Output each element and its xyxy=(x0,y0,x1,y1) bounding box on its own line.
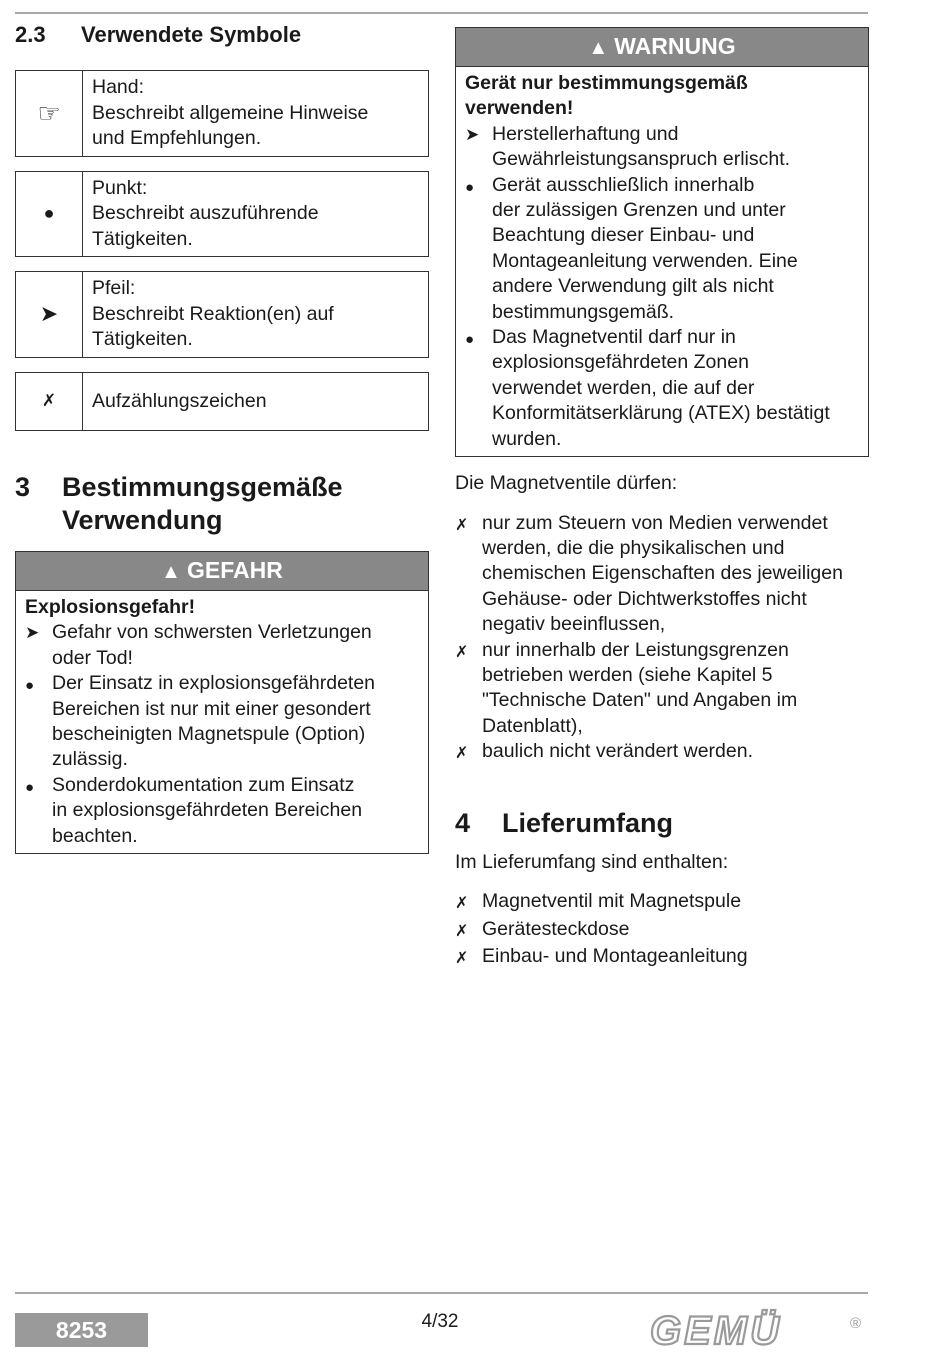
text-line: wurden. xyxy=(492,427,562,450)
text-line: nur innerhalb der Leistungsgrenzen xyxy=(482,638,789,661)
gemu-logo xyxy=(648,1308,868,1352)
warning-item xyxy=(465,325,859,452)
section-number: 2.3 xyxy=(15,22,46,47)
text-line: Pfeil: xyxy=(92,277,136,299)
text-line: Herstellerhaftung und xyxy=(492,122,679,145)
check-mark-icon: ✗ xyxy=(455,745,469,763)
symbol-description xyxy=(83,71,376,156)
text-line: Gefahr von schwersten Verletzungen xyxy=(52,621,372,644)
text-line: oder Tod! xyxy=(52,646,133,669)
list-item xyxy=(455,638,869,740)
text-line: werden, die die physikalischen und xyxy=(482,537,785,559)
danger-box xyxy=(15,551,429,854)
text-line: bescheinigten Magnetspule (Option) xyxy=(52,723,366,746)
list-item-text xyxy=(482,739,753,766)
check-mark-icon: ✗ xyxy=(16,373,83,431)
symbol-description xyxy=(83,272,342,357)
product-code-badge: 8253 xyxy=(15,1313,148,1347)
text-line: Bereichen ist nur mit einer gesondert xyxy=(52,697,371,720)
warning-header xyxy=(456,28,868,67)
text-line: Beschreibt auszuführende xyxy=(92,202,319,224)
logo-text: GEMÜ xyxy=(650,1309,782,1352)
list-item xyxy=(455,889,869,916)
section-number: 4 xyxy=(455,807,471,838)
check-mark-icon: ✗ xyxy=(455,643,469,661)
section-3-heading xyxy=(15,471,429,537)
danger-header xyxy=(16,552,428,591)
text-line: Sonderdokumentation zum Einsatz xyxy=(52,773,355,796)
warning-item xyxy=(465,122,859,173)
text-line: betrieben werden (siehe Kapitel 5 xyxy=(482,664,773,687)
text-line: Hand: xyxy=(92,76,145,98)
bullet-dot-icon: ● xyxy=(25,677,35,695)
text-line: nur zum Steuern von Medien verwendet xyxy=(482,511,828,534)
arrow-icon: ➤ xyxy=(465,124,480,144)
list-item-text: Einbau- und Montageanleitung xyxy=(482,944,748,967)
section-title: Lieferumfang xyxy=(502,807,674,838)
text-line: Der Einsatz in explosionsgefährdeten xyxy=(52,672,376,695)
delivery-list xyxy=(455,889,869,971)
text-line: Das Magnetventil darf nur in xyxy=(492,326,736,349)
check-mark-icon: ✗ xyxy=(455,516,469,534)
page-number: 4/32 xyxy=(421,1311,459,1332)
section-title: Verwendete Symbole xyxy=(81,22,302,47)
section-4-heading xyxy=(455,807,869,840)
symbol-row-dot xyxy=(15,171,429,258)
list-item xyxy=(455,739,869,766)
bottom-rule xyxy=(15,1292,868,1294)
text-line: Gewährleistungsanspruch erlischt. xyxy=(492,148,791,171)
text-line: in explosionsgefährdeten Bereichen xyxy=(52,799,363,822)
warning-body xyxy=(456,67,868,456)
text-line: Beschreibt allgemeine Hinweise xyxy=(92,101,369,124)
registered-mark: ® xyxy=(850,1315,862,1332)
text-line: Beachtung dieser Einbau- und xyxy=(492,224,755,247)
text-line: Gehäuse- oder Dichtwerkstoffes nicht xyxy=(482,587,807,610)
check-mark-icon: ✗ xyxy=(455,895,469,913)
list-item-text: Magnetventil mit Magnetspule xyxy=(482,890,742,913)
section-2-3-heading xyxy=(15,20,429,50)
list-item-text xyxy=(482,511,843,638)
symbol-row-hand xyxy=(15,70,429,157)
section-title xyxy=(62,471,343,537)
right-column xyxy=(455,27,869,971)
danger-item-text xyxy=(52,620,372,671)
text-line: "Technische Daten" und Angaben im xyxy=(482,689,798,712)
text-line: zulässig. xyxy=(52,748,128,771)
danger-item xyxy=(25,671,419,773)
text-line: Aufzählungszeichen xyxy=(92,389,267,412)
danger-lead: Explosionsgefahr! xyxy=(25,596,196,618)
list-item xyxy=(455,944,869,971)
warning-item-text xyxy=(492,325,830,452)
check-mark-icon: ✗ xyxy=(455,949,469,967)
warning-item-text xyxy=(492,122,790,173)
title-line: Verwendung xyxy=(62,505,223,535)
usage-intro: Die Magnetventile dürfen: xyxy=(455,472,678,495)
text-line: Beschreibt Reaktion(en) auf xyxy=(92,302,334,325)
warning-lead: Gerät nur bestimmungsgemäß xyxy=(465,72,748,94)
hand-icon: ☞ xyxy=(16,71,83,156)
text-line: chemischen Eigenschaften des jeweiligen xyxy=(482,562,843,585)
text-line: bestimmungsgemäß. xyxy=(492,300,675,323)
text-line: Punkt: xyxy=(92,176,148,199)
section-number: 3 xyxy=(15,472,31,502)
symbol-row-check xyxy=(15,372,429,432)
text-line: Tätigkeiten. xyxy=(92,227,193,250)
symbol-description xyxy=(83,373,276,431)
text-line: Gerät ausschließlich innerhalb xyxy=(492,173,755,196)
list-item xyxy=(455,511,869,638)
danger-item xyxy=(25,620,419,671)
warning-triangle-icon: ▲ xyxy=(161,561,181,583)
top-rule xyxy=(15,12,868,14)
warning-item-text xyxy=(492,173,798,325)
text-line: der zulässigen Grenzen und unter xyxy=(492,199,786,222)
check-mark-icon: ✗ xyxy=(455,922,469,940)
text-line: negativ beeinflussen, xyxy=(482,613,666,636)
danger-item-text xyxy=(52,671,375,773)
bullet-dot-icon: ● xyxy=(16,172,83,257)
bullet-dot-icon: ● xyxy=(25,778,35,796)
bullet-dot-icon: ● xyxy=(465,178,475,196)
text-line: verwendet werden, die auf der xyxy=(492,376,755,399)
text-line: Montageanleitung verwenden. Eine xyxy=(492,249,798,272)
text-line: beachten. xyxy=(52,824,138,847)
danger-body xyxy=(16,591,428,853)
usage-list xyxy=(455,511,869,767)
warning-box xyxy=(455,27,869,457)
symbol-description xyxy=(83,172,327,257)
warning-item xyxy=(465,173,859,325)
arrow-icon: ➤ xyxy=(25,623,40,643)
warning-triangle-icon: ▲ xyxy=(588,37,609,59)
left-column xyxy=(15,20,429,854)
warning-lead: verwenden! xyxy=(465,97,574,120)
text-line: andere Verwendung gilt als nicht xyxy=(492,275,774,298)
danger-item xyxy=(25,773,419,849)
title-line: Bestimmungsgemäße xyxy=(62,472,343,502)
text-line: baulich nicht verändert werden. xyxy=(482,740,753,763)
symbol-row-arrow xyxy=(15,271,429,358)
text-line: Datenblatt), xyxy=(482,714,583,737)
list-item-text: Gerätesteckdose xyxy=(482,917,630,940)
text-line: Tätigkeiten. xyxy=(92,328,193,350)
delivery-intro: Im Lieferumfang sind enthalten: xyxy=(455,850,729,873)
list-item xyxy=(455,917,869,944)
arrow-icon: ➤ xyxy=(16,272,83,357)
bullet-dot-icon: ● xyxy=(465,331,475,349)
text-line: explosionsgefährdeten Zonen xyxy=(492,351,749,374)
text-line: Konformitätserklärung (ATEX) bestätigt xyxy=(492,402,830,425)
list-item-text xyxy=(482,638,797,740)
danger-item-text xyxy=(52,773,362,849)
danger-label: GEFAHR xyxy=(186,557,283,583)
warning-label: WARNUNG xyxy=(614,33,736,59)
text-line: und Empfehlungen. xyxy=(92,127,262,149)
